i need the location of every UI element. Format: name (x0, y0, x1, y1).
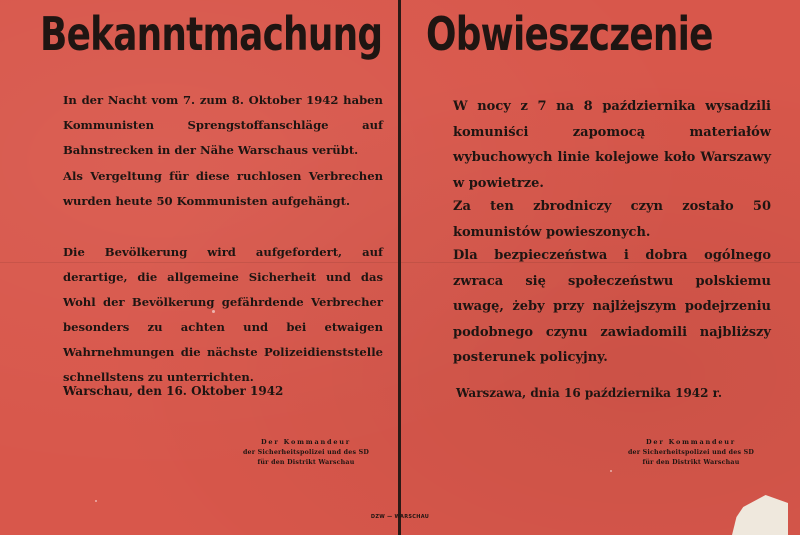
german-signature-title: Der Kommandeur (260, 438, 352, 446)
german-signature-block (236, 437, 376, 469)
german-signature-district: für den Distrikt Warschau (257, 459, 355, 466)
german-title: Bekanntmachung (40, 7, 383, 61)
paper-tear (732, 495, 788, 535)
polish-paragraph-3: Dla bezpieczeństwa i dobra ogólnego zwraca się społeczeństwu polskiemu uwagę, żeby przy najlżejszym podejrzeniu podobnego czynu zawiadomili najbliższy posterunek policyjny. (453, 248, 771, 365)
polish-signature-block (621, 437, 761, 469)
german-signature-office: der Sicherheitspolizei und des SD (242, 448, 370, 456)
paper-speck (95, 500, 97, 502)
polish-title: Obwieszczenie (426, 7, 713, 61)
german-paragraph-1: In der Nacht vom 7. zum 8. Oktober 1942 haben Kommunisten Sprengstoffanschläge auf Bahnstrecken in der Nähe Warschaus verübt. (63, 93, 383, 157)
printer-mark: DZW — WARSCHAU (370, 514, 430, 520)
german-paragraph-2: Als Vergeltung für diese ruchlosen Verbrechen wurden heute 50 Kommunisten aufgehängt. (63, 169, 383, 208)
german-paragraph-3: Die Bevölkerung wird aufgefordert, auf derartige, die allgemeine Sicherheit und das Wohl der Bevölkerung gefährdende Verbrecher besonders zu achten und bei etwaigen Wahrnehmungen die nächste Polizeidienststelle schnellstens zu unterrichten. (63, 245, 383, 384)
polish-paragraph-1: W nocy z 7 na 8 października wysadzili komuniści zapomocą materiałów wybuchowych linie kolejowe koło Warszawy w powietrze. (453, 99, 771, 191)
polish-signature-title: Der Kommandeur (645, 438, 737, 446)
german-date: Warschau, den 16. Oktober 1942 (63, 384, 284, 398)
paper-speck (610, 470, 612, 472)
center-divider (398, 0, 401, 535)
polish-date: Warszawa, dnia 16 października 1942 r. (456, 386, 723, 400)
polish-paragraph-2: Za ten zbrodniczy czyn zostało 50 komunistów powieszonych. (453, 199, 771, 240)
polish-signature-district: für den Distrikt Warschau (642, 459, 740, 466)
polish-signature-office: der Sicherheitspolizei und des SD (627, 448, 755, 456)
paper-speck (212, 310, 215, 313)
